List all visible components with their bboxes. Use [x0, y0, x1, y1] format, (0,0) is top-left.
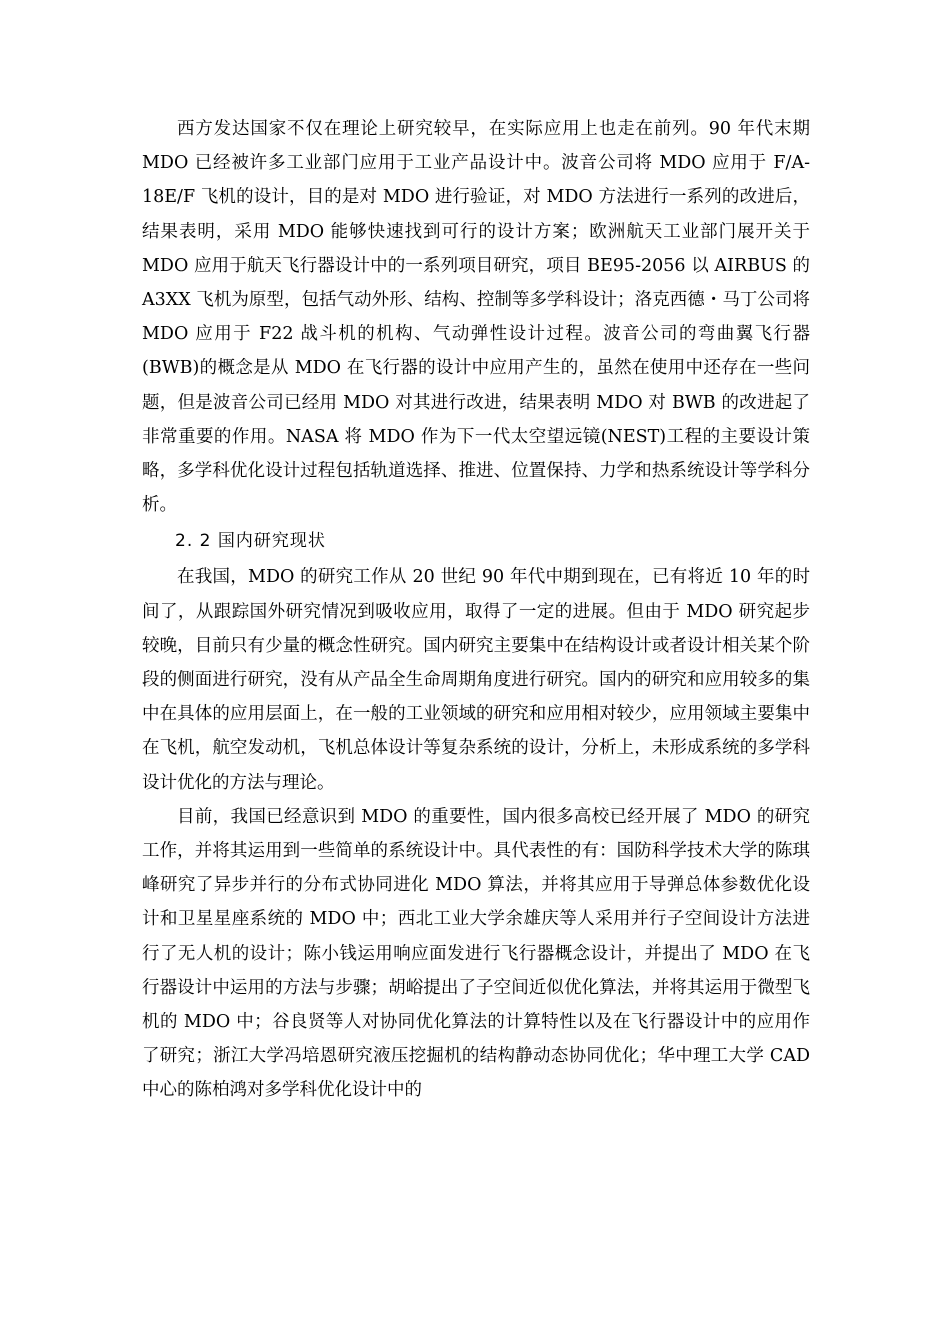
- paragraph-domestic-overview: 在我国，MDO 的研究工作从 20 世纪 90 年代中期到现在，已有将近 10 年的时间了，从跟踪国外研究情况到吸收应用，取得了一定的进展。但由于 MDO 研究起步较晚，目前只有少量的概念性研究。国内研究主要集中在结构设计或者设计相关某个阶段的侧面进行研究，没有从产品全生命周期角度进行研究。国内的研究和应用较多的集中在具体的应用层面上，在一般的工业领域的研究和应用相对较少，应用领域主要集中在飞机，航空发动机，飞机总体设计等复杂系统的设计，分析上，未形成系统的多学科设计优化的方法与理论。: [142, 567, 810, 793]
- paragraph-western-research: 西方发达国家不仅在理论上研究较早，在实际应用上也走在前列。90 年代末期 MDO 已经被许多工业部门应用于工业产品设计中。波音公司将 MDO 应用于 F/A-18E/F 飞机的设计，目的是对 MDO 进行验证，对 MDO 方法进行一系列的改进后，结果表明，采用 MDO 能够快速找到可行的设计方案；欧洲航天工业部门展开关于 MDO 应用于航天飞行器设计中的一系列项目研究，项目 BE95-2056 以 AIRBUS 的 A3XX 飞机为原型，包括气动外形、结构、控制等多学科设计；洛克西德・马丁公司将 MDO 应用于 F22 战斗机的机构、气动弹性设计过程。波音公司的弯曲翼飞行器(BWB)的概念是从 MDO 在飞行器的设计中应用产生的，虽然在使用中还存在一些问题，但是波音公司已经用 MDO 对其进行改进，结果表明 MDO 对 BWB 的改进起了非常重要的作用。NASA 将 MDO 作为下一代太空望远镜(NEST)工程的主要设计策略，多学科优化设计过程包括轨道选择、推进、位置保持、力学和热系统设计等学科分析。: [142, 119, 810, 516]
- section-heading: 2. 2 国内研究现状: [175, 531, 326, 552]
- document-page: [142, 112, 810, 1108]
- paragraph-domestic-examples: 目前，我国已经意识到 MDO 的重要性，国内很多高校已经开展了 MDO 的研究工作，并将其运用到一些简单的系统设计中。具代表性的有：国防科学技术大学的陈琪峰研究了异步并行的分布式协同进化 MDO 算法，并将其应用于导弹总体参数优化设计和卫星星座系统的 MDO 中；西北工业大学余雄庆等人采用并行子空间设计方法进行了无人机的设计；陈小钱运用响应面发进行飞行器概念设计，并提出了 MDO 在飞行器设计中运用的方法与步骤；胡峪提出了子空间近似优化算法，并将其运用于微型飞机的 MDO 中；谷良贤等人对协同优化算法的计算特性以及在飞行器设计中的应用作了研究；浙江大学冯培恩研究液压挖掘机的结构静动态协同优化；华中理工大学 CAD 中心的陈柏鸿对多学科优化设计中的: [142, 806, 810, 1101]
